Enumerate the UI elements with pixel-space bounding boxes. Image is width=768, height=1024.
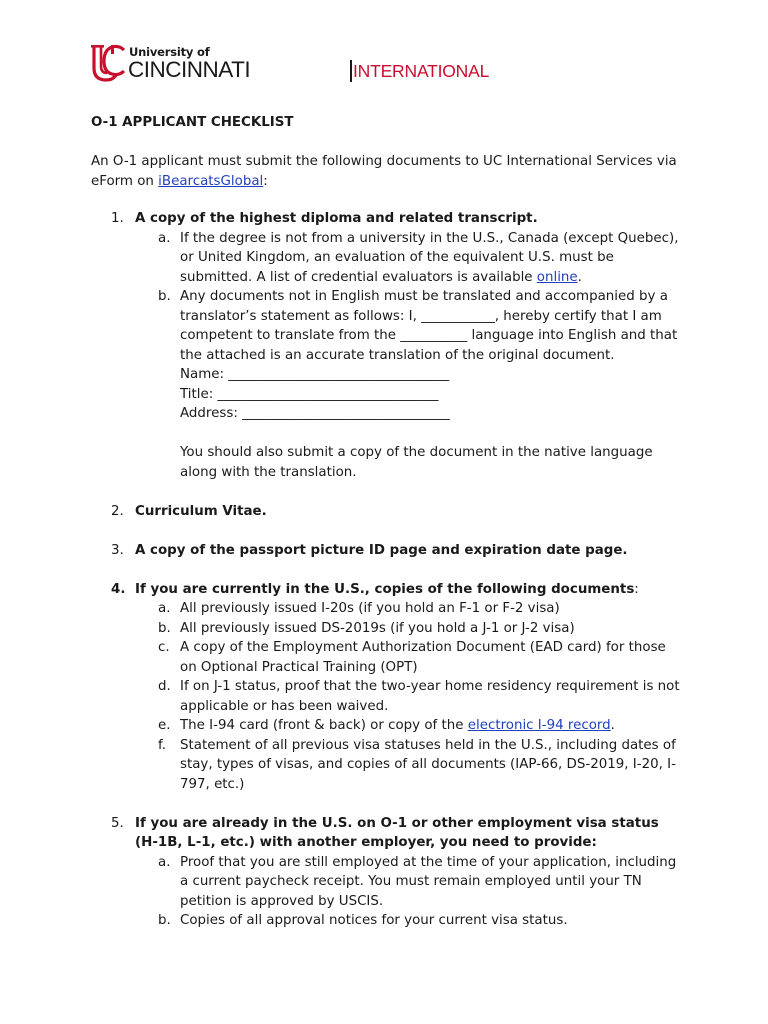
checklist <box>91 209 681 931</box>
subitem-label: a. <box>158 230 171 246</box>
checklist-item-1 <box>91 209 681 502</box>
subitem-4c <box>135 638 681 677</box>
intro-paragraph <box>91 152 691 191</box>
subitem-label: a. <box>158 601 171 616</box>
subitem-period: . <box>610 718 615 733</box>
electronic-i94-record-link[interactable]: electronic I-94 record <box>467 718 611 733</box>
item-title: Curriculum Vitae. <box>135 503 267 519</box>
title-line: Title: _________________________________ <box>180 386 439 402</box>
item-number: 5. <box>111 815 124 831</box>
item-title: If you are currently in the U.S., copies of the following documents <box>135 581 635 597</box>
checklist-item-4 <box>91 580 681 814</box>
subitem-4f <box>135 736 681 795</box>
native-language-note: You should also submit a copy of the document in the native language along with the translation. <box>180 445 653 480</box>
subitem-4a <box>135 599 681 619</box>
subitem-4b <box>135 619 681 639</box>
logo-cincinnati: CINCINNATI <box>128 57 251 82</box>
subitem-label: c. <box>158 640 170 655</box>
subitem-text: If the degree is not from a university in the U.S., Canada (except Quebec), or United Kingdom, an evaluation of the equivalent U.S. must be submitted. A list of credential evaluators is available <box>180 230 679 285</box>
subitem-label: d. <box>158 679 171 694</box>
spacer <box>180 424 681 444</box>
item-number: 3. <box>111 542 124 558</box>
item-title-row <box>135 580 681 600</box>
subitem-5a <box>135 853 681 912</box>
subitem-label: a. <box>158 854 171 870</box>
item-title: A copy of the highest diploma and related transcript. <box>135 211 538 226</box>
uc-international-logo <box>91 44 490 84</box>
spacer <box>135 521 681 541</box>
spacer <box>135 560 681 580</box>
page-title: O-1 APPLICANT CHECKLIST <box>91 115 294 130</box>
subitem-text: Copies of all approval notices for your current visa status. <box>180 913 568 928</box>
intro-colon: : <box>263 173 268 189</box>
item-title: If you are already in the U.S. on O-1 or other employment visa status (H-1B, L-1, etc.) with another employer, you need to provide: <box>135 815 659 850</box>
subitem-text: If on J-1 status, proof that the two-year home residency requirement is not applicable or has been waived. <box>180 679 680 714</box>
subitem-1b <box>135 287 681 482</box>
uc-logo-mark-icon <box>91 44 127 84</box>
ibearcatsglobal-link[interactable]: iBearcatsGlobal <box>158 173 264 189</box>
subitem-text: Statement of all previous visa statuses held in the U.S., including dates of stay, types of visas, and copies of all documents (IAP-66, DS-2019, I-20, I-797, etc.) <box>180 737 676 792</box>
subitem-period: . <box>577 269 582 285</box>
logo-university-of: University of <box>129 45 210 59</box>
checklist-item-5 <box>91 814 681 931</box>
online-link[interactable]: online <box>536 269 578 285</box>
subitem-label: f. <box>158 737 166 753</box>
checklist-item-2 <box>91 502 681 541</box>
spacer <box>135 794 681 814</box>
checklist-item-3 <box>91 541 681 580</box>
subitem-text: All previously issued I-20s (if you hold an F-1 or F-2 visa) <box>180 601 560 616</box>
subitem-4e <box>135 716 681 736</box>
subitem-text: The I-94 card (front & back) or copy of the <box>180 718 468 733</box>
item-number: 1. <box>111 211 124 226</box>
subitem-text: Proof that you are still employed at the time of your application, including a current paycheck receipt. You must remain employed until your TN petition is approved by USCIS. <box>180 854 677 909</box>
name-line: Name: _________________________________ <box>180 367 450 382</box>
intro-text: An O-1 applicant must submit the following documents to UC International Services via eForm on <box>91 154 677 189</box>
subitem-5b <box>135 911 681 931</box>
subitem-label: b. <box>158 620 171 636</box>
logo-divider <box>350 60 352 82</box>
translator-statement: Any documents not in English must be translated and accompanied by a translator’s statement as follows: I, ___________, hereby certify that I am competent to translate from the __________ language into English and that the attached is an accurate translation of the original document. <box>180 289 678 363</box>
item-title: A copy of the passport picture ID page and expiration date page. <box>135 542 628 558</box>
subitem-4d <box>135 677 681 716</box>
subitem-label: e. <box>158 718 171 733</box>
subitem-label: b. <box>158 913 171 928</box>
spacer <box>135 482 681 502</box>
subitem-1a <box>135 229 681 288</box>
item-number: 2. <box>111 503 124 519</box>
address-line: Address: _______________________________ <box>180 406 450 421</box>
sublist <box>135 229 681 483</box>
subitem-label: b. <box>158 289 171 304</box>
sublist <box>135 599 681 794</box>
subitem-text: All previously issued DS-2019s (if you hold a J-1 or J-2 visa) <box>180 620 575 636</box>
logo-international: INTERNATIONAL <box>353 61 490 81</box>
sublist <box>135 853 681 931</box>
item-title-colon: : <box>634 581 639 597</box>
subitem-text: A copy of the Employment Authorization Document (EAD card) for those on Optional Practical Training (OPT) <box>180 640 666 675</box>
item-number: 4. <box>111 581 126 597</box>
